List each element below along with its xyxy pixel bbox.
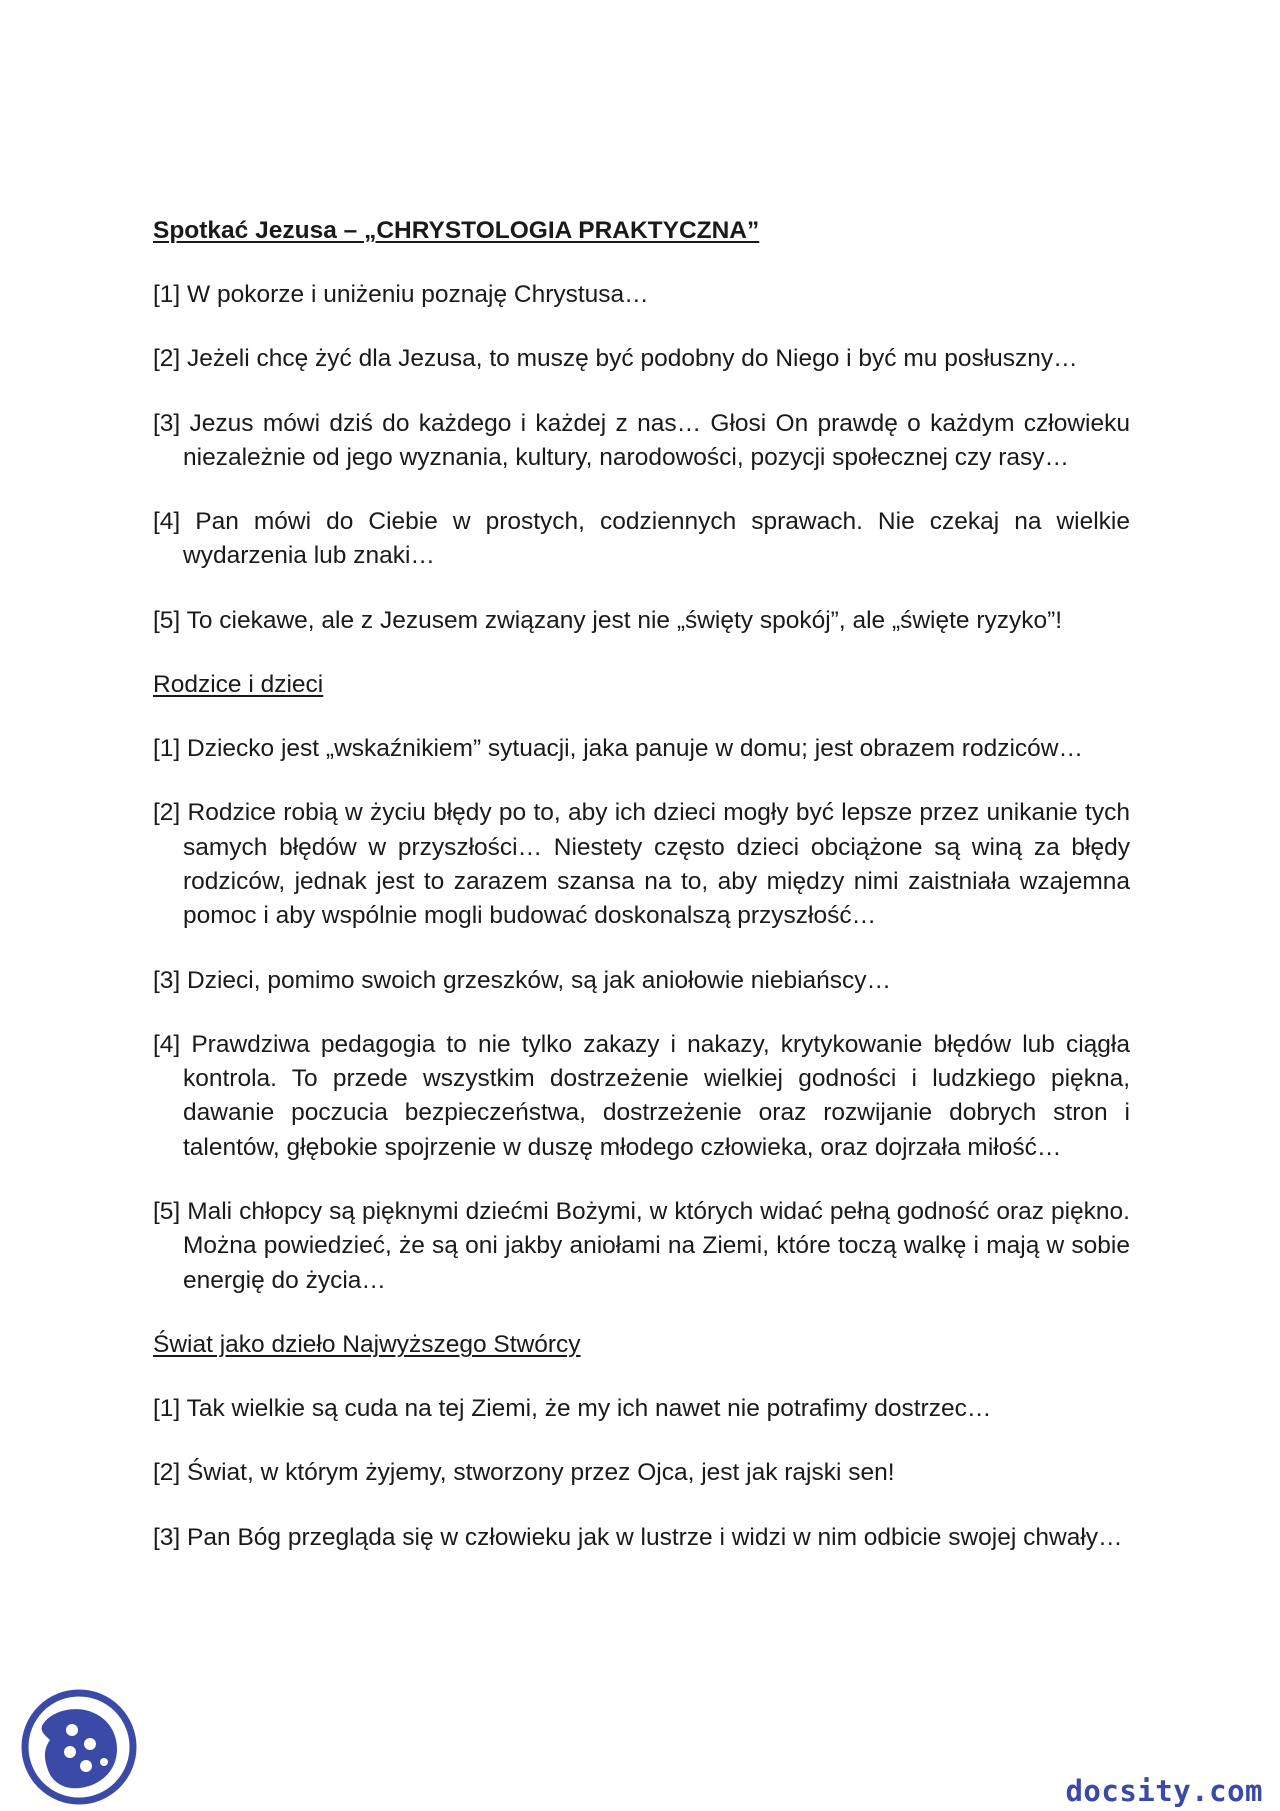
docsity-watermark: docsity.com bbox=[1065, 1774, 1263, 1808]
list-item: [5] Mali chłopcy są pięknymi dziećmi Bożymi, w których widać pełną godność oraz piękno. Można powiedzieć, że są oni jakby aniołami na Ziemi, które toczą walkę i mają w sobie energię do życia… bbox=[153, 1198, 1130, 1294]
document-page bbox=[153, 214, 1130, 1585]
list-item: [5] To ciekawe, ale z Jezusem związany jest nie „święty spokój”, ale „święte ryzyko”! bbox=[153, 606, 1063, 634]
section-title: Spotkać Jezusa – „CHRYSTOLOGIA PRAKTYCZNA” bbox=[153, 217, 760, 244]
section-rodzice-i-dzieci bbox=[153, 668, 1130, 1298]
docsity-logo-icon bbox=[20, 1688, 138, 1806]
section-title: Rodzice i dzieci bbox=[153, 671, 324, 699]
list-item: [3] Jezus mówi dziś do każdego i każdej z nas… Głosi On prawdę o każdym człowieku niezależnie od jego wyznania, kultury, narodowości, pozycji społecznej czy rasy… bbox=[153, 409, 1130, 471]
list-item: [1] Tak wielkie są cuda na tej Ziemi, że my ich nawet nie potrafimy dostrzec… bbox=[153, 1394, 992, 1422]
section-spotkac-jezusa bbox=[153, 214, 1130, 638]
list-item: [3] Pan Bóg przegląda się w człowieku jak w lustrze i widzi w nim odbicie swojej chwały… bbox=[153, 1523, 1123, 1551]
list-item: [4] Pan mówi do Ciebie w prostych, codziennych sprawach. Nie czekaj na wielkie wydarzenia lub znaki… bbox=[153, 508, 1130, 570]
list-item: [2] Świat, w którym żyjemy, stworzony przez Ojca, jest jak rajski sen! bbox=[153, 1459, 895, 1487]
list-item: [3] Dzieci, pomimo swoich grzeszków, są jak aniołowie niebiańscy… bbox=[153, 966, 892, 994]
list-item: [2] Rodzice robią w życiu błędy po to, aby ich dzieci mogły być lepsze przez unikanie tych samych błędów w przyszłości… Niestety często dzieci obciążone są winą za błędy rodziców, jednak jest to zarazem szansa na to, aby między nimi zaistniała wzajemna pomoc i aby wspólnie mogli budować doskonalszą przyszłość… bbox=[153, 799, 1130, 930]
section-title: Świat jako dzieło Najwyższego Stwórcy bbox=[153, 1330, 581, 1358]
section-swiat bbox=[153, 1328, 1130, 1555]
list-item: [1] W pokorze i uniżeniu poznaję Chrystusa… bbox=[153, 281, 649, 308]
list-item: [4] Prawdziwa pedagogia to nie tylko zakazy i nakazy, krytykowanie błędów lub ciągła kontrola. To przede wszystkim dostrzeżenie wielkiej godności i ludzkiego piękna, dawanie poczucia bezpieczeństwa, dostrzeżenie oraz rozwijanie dobrych stron i talentów, głębokie spojrzenie w duszę młodego człowieka, oraz dojrzała miłość… bbox=[153, 1030, 1130, 1161]
list-item: [2] Jeżeli chcę żyć dla Jezusa, to muszę być podobny do Niego i być mu posłuszny… bbox=[153, 345, 1078, 373]
list-item: [1] Dziecko jest „wskaźnikiem” sytuacji, jaka panuje w domu; jest obrazem rodziców… bbox=[153, 735, 1083, 763]
